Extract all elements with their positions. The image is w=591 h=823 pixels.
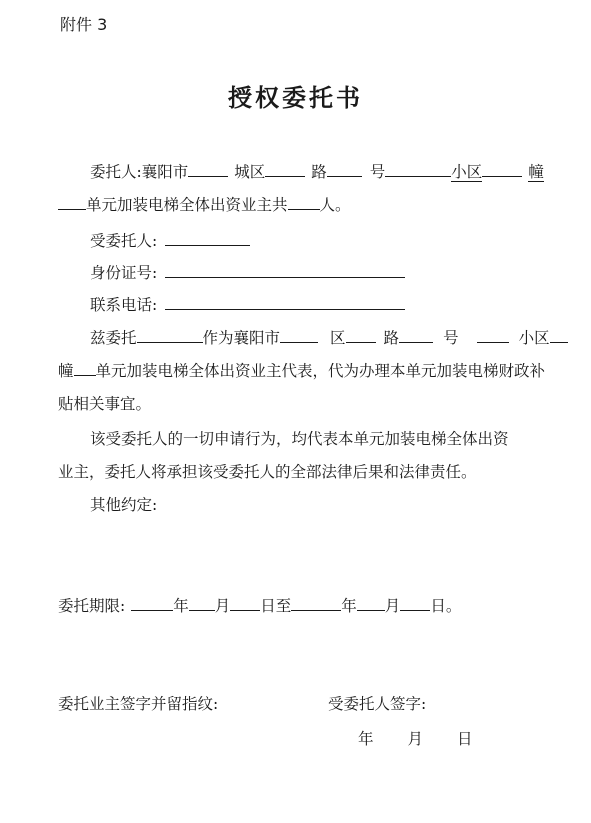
community-blank <box>482 162 522 177</box>
district-text: 城区 <box>234 163 266 181</box>
people-blank <box>288 195 320 210</box>
entrust-name-blank <box>137 328 203 343</box>
entrust-road: 路 <box>383 329 400 347</box>
period-day-end: 日。 <box>430 597 462 615</box>
agent-id-label: 身份证号: <box>90 264 158 282</box>
period-day2-blank[interactable] <box>400 596 430 611</box>
building-text: 幢 <box>528 163 544 181</box>
entrust-district-blank <box>346 328 376 343</box>
period-month-blank[interactable] <box>189 596 215 611</box>
entrust-as-rep: 作为襄阳市 <box>202 329 281 347</box>
period-year2-blank[interactable] <box>291 596 341 611</box>
people-text: 人。 <box>319 196 351 214</box>
entrust-number-blank <box>477 328 509 343</box>
entrust-lead: 兹委托 <box>90 329 137 347</box>
agent-phone-row <box>90 293 405 315</box>
period-label: 委托期限: <box>58 597 126 615</box>
sign-day: 日 <box>457 730 473 748</box>
unit-blank <box>58 195 86 210</box>
entrust-building: 幢 <box>58 362 74 380</box>
entrust-number: 号 <box>443 329 459 347</box>
entrust-line-1 <box>90 326 568 348</box>
attachment-number: 附件 3 <box>60 15 108 34</box>
sign-date-row <box>358 727 473 749</box>
owners-signature-label: 委托业主签字并留指纹: <box>58 695 219 713</box>
period-day-to: 日至 <box>260 597 292 615</box>
entrust-road-blank <box>399 328 433 343</box>
agent-signature-label: 受委托人签字: <box>328 695 427 713</box>
number-text: 号 <box>369 163 386 181</box>
city-blank <box>188 162 228 177</box>
period-month: 月 <box>214 597 231 615</box>
entrust-line-2 <box>58 359 545 381</box>
liability-line-1: 该受委托人的一切申请行为，均代表本单元加装电梯全体出资 <box>90 430 509 448</box>
period-day-blank[interactable] <box>230 596 260 611</box>
entrust-district: 区 <box>330 329 346 347</box>
agent-name-row <box>90 229 250 251</box>
period-year2: 年 <box>341 597 357 615</box>
other-agreements-label: 其他约定: <box>90 496 158 514</box>
entrust-city-blank <box>280 328 318 343</box>
agent-name-field[interactable] <box>165 231 250 246</box>
road-blank <box>327 162 362 177</box>
number-blank <box>385 162 451 177</box>
entrust-line2-rest: 单元加装电梯全体出资业主代表，代为办理本单元加装电梯财政补 <box>95 362 546 380</box>
period-month2-blank[interactable] <box>357 596 385 611</box>
period-row <box>58 594 461 616</box>
community-text: 小区 <box>451 163 483 181</box>
principal-line-2 <box>58 193 351 215</box>
agent-id-field[interactable] <box>165 263 405 278</box>
agent-phone-label: 联系电话: <box>90 296 158 314</box>
entrust-community-blank <box>550 328 568 343</box>
document-title: 授权委托书 <box>228 83 363 112</box>
agent-id-row <box>90 261 405 283</box>
agent-phone-field[interactable] <box>165 295 405 310</box>
principal-label: 委托人: <box>90 163 142 181</box>
period-year-blank[interactable] <box>131 596 173 611</box>
liability-line-2: 业主，委托人将承担该受委托人的全部法律后果和法律责任。 <box>58 463 477 481</box>
principal-line-1 <box>90 160 544 182</box>
entrust-unit-blank <box>74 361 96 376</box>
district-blank <box>265 162 305 177</box>
entrust-line-3: 贴相关事宜。 <box>58 395 152 413</box>
agent-name-label: 受委托人: <box>90 232 158 250</box>
sign-year: 年 <box>358 730 374 748</box>
unit-text: 单元加装电梯全体出资业主共 <box>86 196 288 214</box>
road-text: 路 <box>311 163 327 181</box>
sign-month: 月 <box>407 730 424 748</box>
period-year: 年 <box>173 597 189 615</box>
period-month2: 月 <box>384 597 401 615</box>
entrust-community: 小区 <box>518 329 550 347</box>
city-text: 襄阳市 <box>141 163 189 181</box>
